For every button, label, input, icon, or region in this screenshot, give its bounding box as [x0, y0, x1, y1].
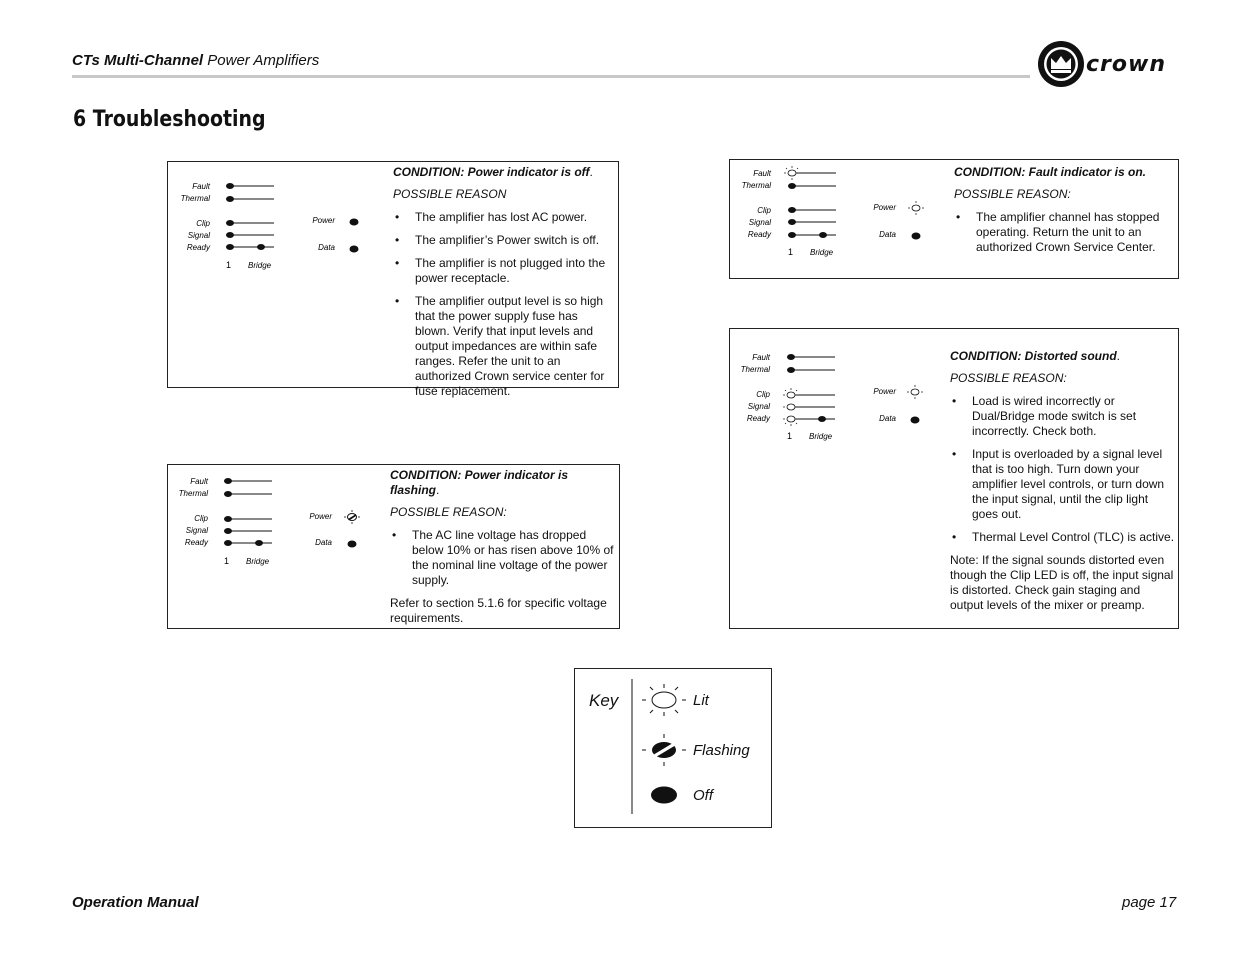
led-label-fault: Fault — [752, 353, 770, 362]
panel-fault-on — [729, 159, 1179, 279]
led-label-ready: Ready — [184, 538, 208, 547]
key-title: Key — [589, 691, 619, 710]
section-title: 6 Troubleshooting — [73, 107, 266, 132]
key-flashing-label: Flashing — [693, 742, 750, 759]
led-diagram — [730, 160, 950, 270]
led-label-thermal: Thermal — [178, 489, 208, 498]
lit-symbol — [642, 684, 686, 716]
power-led-flashing — [344, 510, 360, 524]
data-led-off — [348, 541, 357, 548]
led-label-fault: Fault — [192, 182, 210, 191]
data-led-off — [912, 233, 921, 240]
bridge-label: Bridge — [246, 557, 270, 566]
header-rule — [72, 75, 1030, 78]
led-label-power: Power — [873, 387, 896, 396]
condition-title-suffix: . — [1116, 349, 1121, 363]
ready-led-lit — [783, 416, 797, 426]
off-symbol — [651, 787, 677, 804]
led-label-signal: Signal — [187, 231, 210, 240]
led-diagram — [168, 162, 388, 282]
panel-power-off — [167, 161, 619, 398]
key-lit-label: Lit — [693, 692, 709, 709]
condition-title-suffix: . — [589, 165, 593, 179]
led-label-data: Data — [315, 538, 332, 547]
condition-title-text: CONDITION: Power indicator is flashing — [390, 468, 569, 497]
led-label-signal: Signal — [748, 218, 771, 227]
logo-wordmark: crown — [1086, 52, 1166, 77]
led-label-signal: Signal — [747, 402, 770, 411]
channel-number: 1 — [787, 431, 793, 441]
header-title-bold: CTs Multi-Channel — [72, 52, 204, 69]
list-item: • The amplifier has lost AC power. — [393, 210, 615, 225]
condition-text — [390, 468, 616, 626]
led-diagram — [168, 465, 388, 575]
led-label-ready: Ready — [746, 414, 770, 423]
note-text: Refer to section 5.1.6 for specific voltage requirements. — [390, 596, 607, 625]
channel-number: 1 — [226, 260, 232, 270]
condition-title — [390, 468, 616, 498]
led-label-clip: Clip — [196, 219, 210, 228]
condition-title-suffix: . — [436, 483, 440, 497]
possible-reason: POSSIBLE REASON: — [950, 371, 1067, 385]
flashing-symbol — [642, 734, 686, 766]
reason-list — [950, 394, 1176, 545]
possible-reason: POSSIBLE REASON: — [954, 187, 1071, 201]
page-number: page 17 — [1122, 894, 1177, 911]
led-label-clip: Clip — [194, 514, 208, 523]
condition-text — [954, 165, 1176, 263]
data-led-off — [911, 417, 920, 424]
condition-text — [950, 349, 1176, 613]
possible-reason: POSSIBLE REASON — [393, 187, 507, 201]
led-label-data: Data — [879, 414, 896, 423]
bridge-label: Bridge — [810, 248, 834, 257]
reason-list — [390, 528, 616, 588]
led-label-thermal: Thermal — [741, 181, 771, 190]
power-led-off — [350, 219, 359, 226]
reason-list — [393, 210, 615, 399]
led-label-signal: Signal — [185, 526, 208, 535]
header-title-rest: Power Amplifiers — [203, 52, 320, 69]
led-label-thermal: Thermal — [740, 365, 770, 374]
condition-title — [393, 165, 615, 180]
led-label-fault: Fault — [753, 169, 771, 178]
list-item: • The amplifier’s Power switch is off. — [393, 233, 615, 248]
footer-manual-title: Operation Manual — [72, 894, 199, 911]
led-diagram — [730, 329, 950, 449]
condition-title — [950, 349, 1176, 364]
list-item: • The amplifier output level is so high that the power supply fuse has blown. Verify that input levels and output impedances are within safe ranges. Refer the unit to an authorized Crown service center for fuse replacement. — [393, 294, 615, 399]
power-led-lit — [908, 201, 924, 215]
led-label-power: Power — [312, 216, 335, 225]
condition-text — [393, 165, 615, 407]
reason-list — [954, 210, 1176, 255]
possible-reason: POSSIBLE REASON: — [390, 505, 507, 519]
condition-title — [954, 165, 1176, 180]
led-label-data: Data — [318, 243, 335, 252]
led-label-clip: Clip — [757, 206, 771, 215]
list-item: • Input is overloaded by a signal level that is too high. Turn down your amplifier level controls, or turn down the input signal, until the clip light goes out. — [950, 447, 1176, 522]
led-key-legend — [574, 668, 772, 828]
channel-number: 1 — [788, 247, 794, 257]
panel-power-flashing — [167, 464, 620, 629]
clip-led-lit — [783, 388, 797, 398]
channel-number: 1 — [224, 556, 230, 566]
signal-led-lit — [783, 404, 795, 410]
led-label-fault: Fault — [190, 477, 208, 486]
condition-title-text: CONDITION: Power indicator is off — [393, 165, 590, 179]
list-item: • The AC line voltage has dropped below 10% or has risen above 10% of the nominal line voltage of the power supply. — [390, 528, 616, 588]
led-label-power: Power — [309, 512, 332, 521]
led-label-thermal: Thermal — [180, 194, 210, 203]
list-item: • The amplifier is not plugged into the power receptacle. — [393, 256, 615, 286]
data-led-off — [350, 246, 359, 253]
condition-title-text: CONDITION: Fault indicator is on. — [954, 165, 1146, 179]
key-off-label: Off — [693, 787, 714, 804]
list-item: • Thermal Level Control (TLC) is active. — [950, 530, 1176, 545]
led-label-power: Power — [873, 203, 896, 212]
fault-led-lit — [784, 166, 798, 180]
list-item: • The amplifier channel has stopped operating. Return the unit to an authorized Crown Service Center. — [954, 210, 1176, 255]
led-label-clip: Clip — [756, 390, 770, 399]
list-item: • Load is wired incorrectly or Dual/Bridge mode switch is set incorrectly. Check both. — [950, 394, 1176, 439]
led-label-data: Data — [879, 230, 896, 239]
panel-distorted-sound — [729, 328, 1179, 629]
note-text: Note: If the signal sounds distorted even though the Clip LED is off, the input signal is distorted. Check gain staging and output levels of the mixer or preamp. — [950, 553, 1174, 612]
bridge-label: Bridge — [809, 432, 833, 441]
running-header — [72, 52, 319, 69]
power-led-lit — [907, 385, 923, 399]
bridge-label: Bridge — [248, 261, 272, 270]
condition-title-text: CONDITION: Distorted sound — [950, 349, 1117, 363]
led-label-ready: Ready — [747, 230, 771, 239]
led-label-ready: Ready — [186, 243, 210, 252]
